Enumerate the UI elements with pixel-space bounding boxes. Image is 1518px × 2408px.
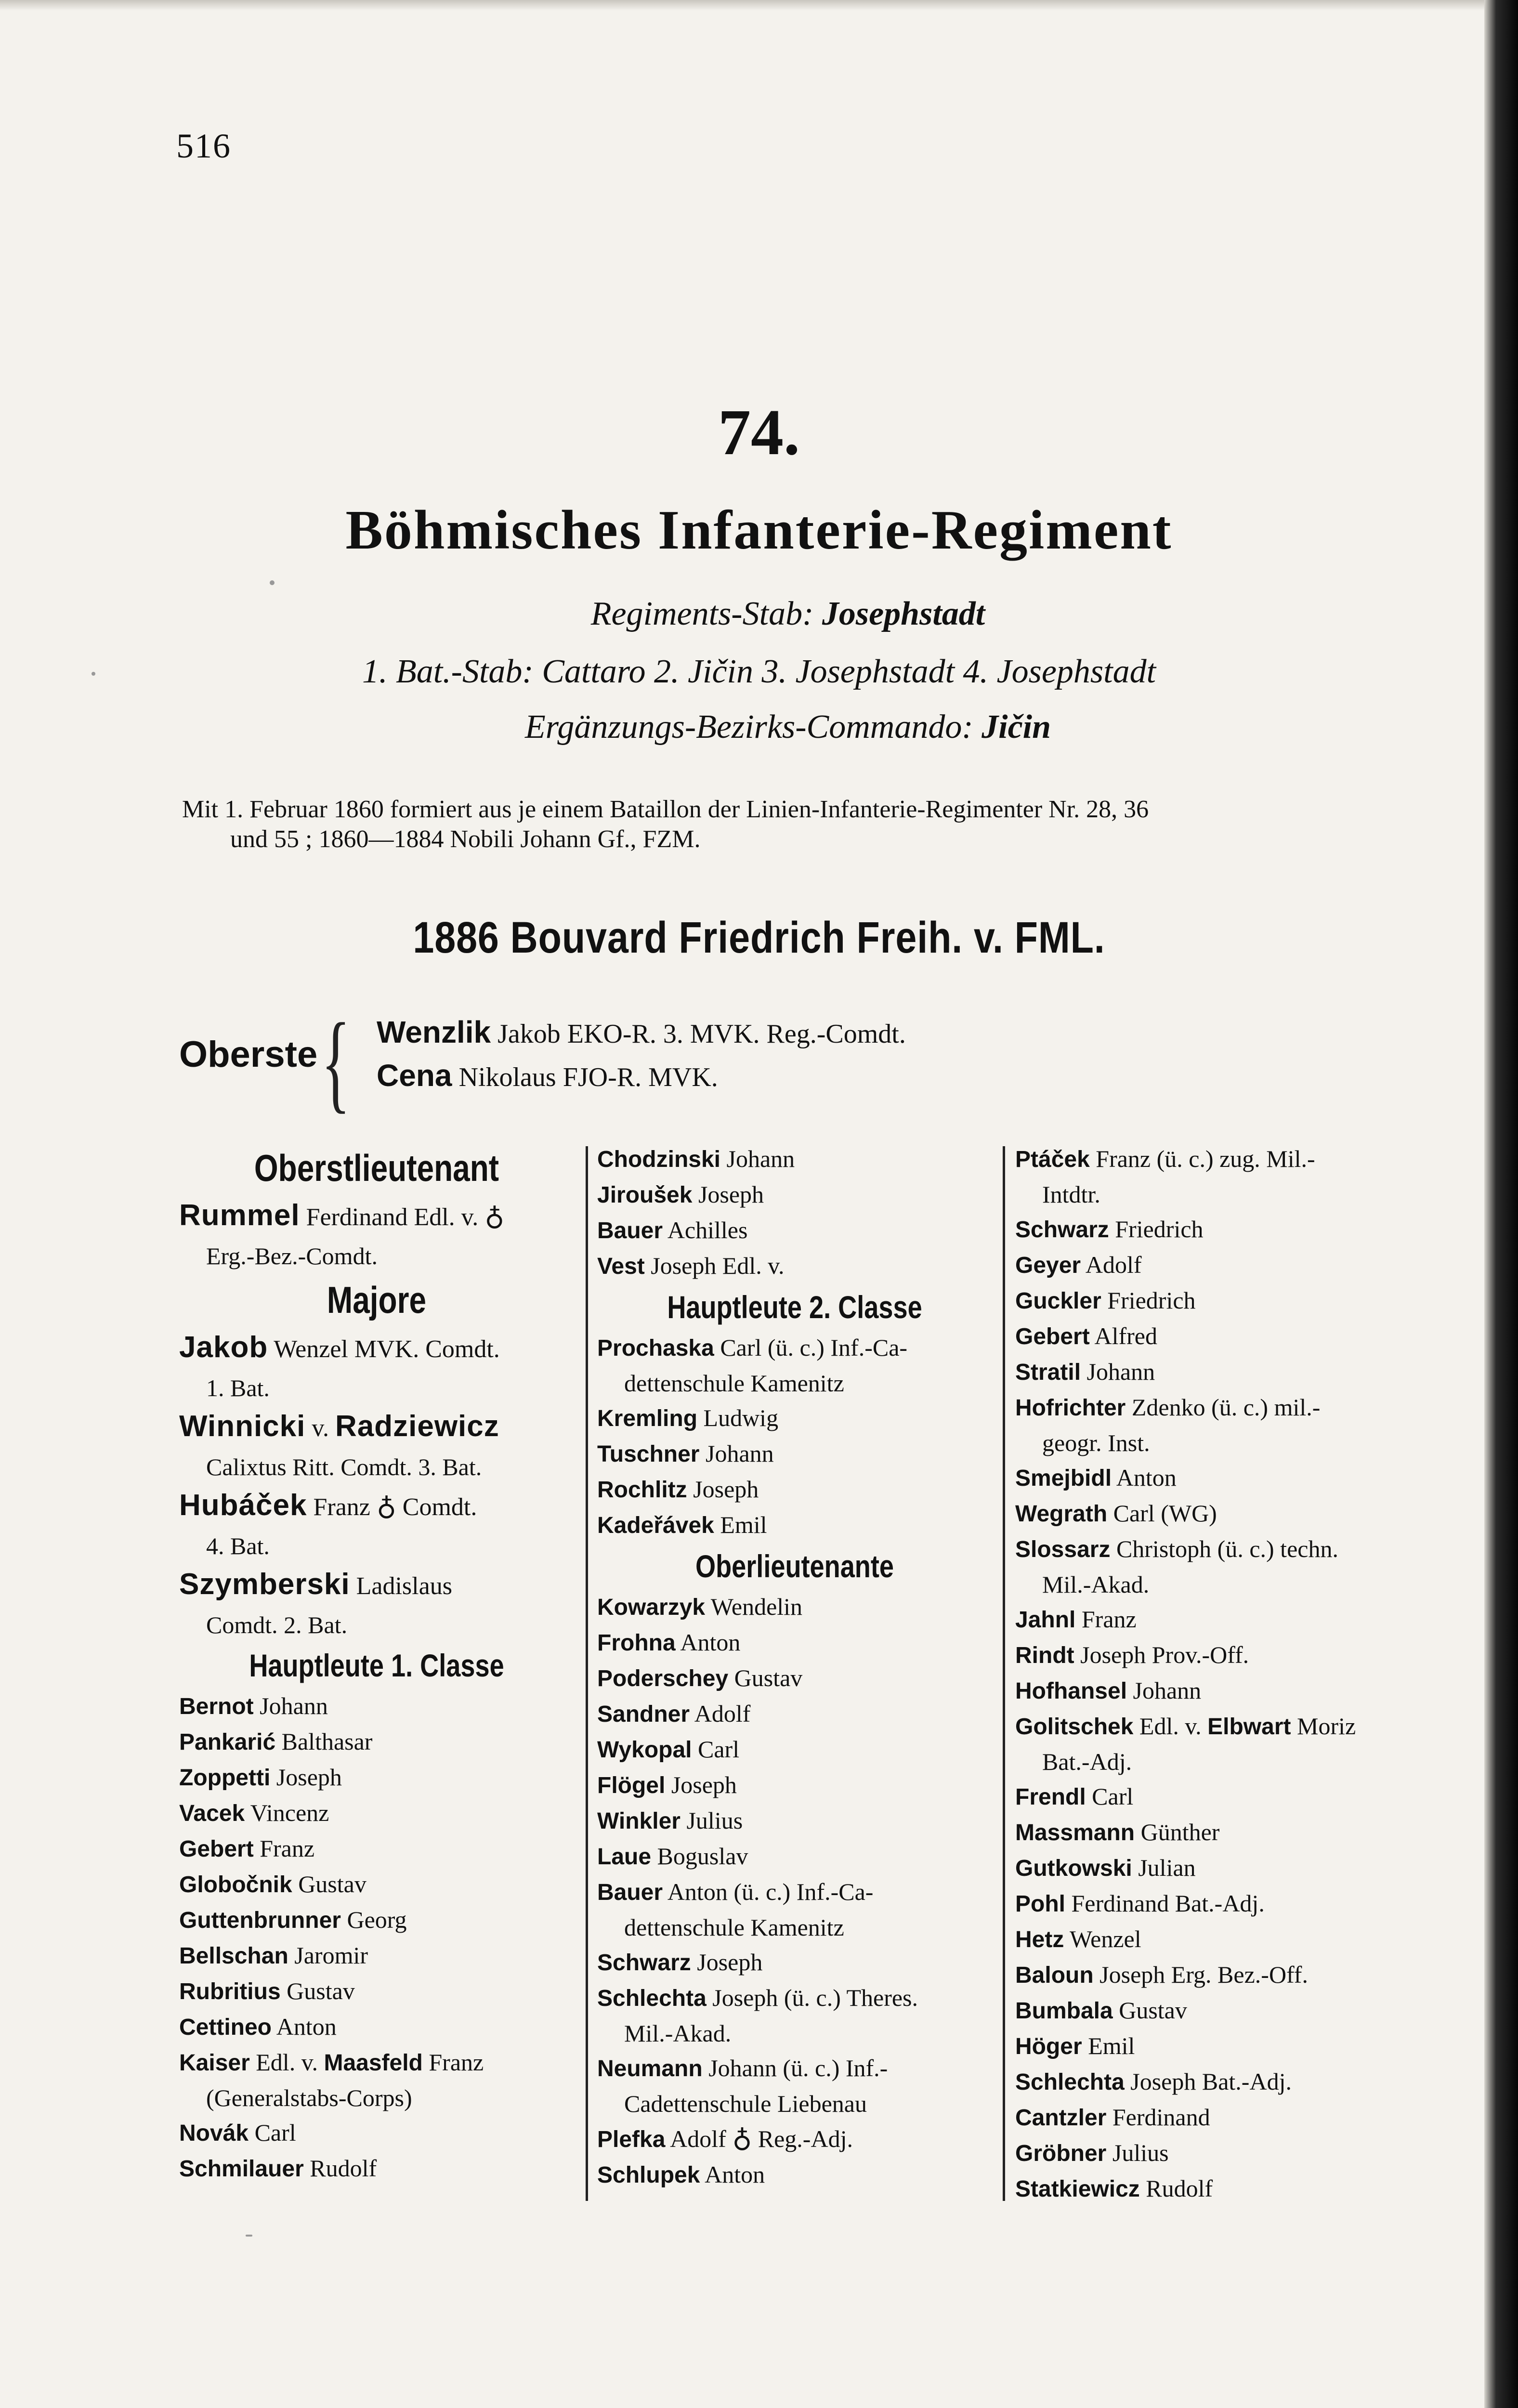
- officer-name: Kadeřávek: [597, 1513, 714, 1538]
- officer-entry: [597, 2051, 992, 2086]
- officer-details: Joseph Prov.-Off.: [1080, 1641, 1249, 1668]
- officer-name: Globočnik: [179, 1872, 292, 1898]
- officer-details: Joseph Bat.-Adj.: [1130, 2068, 1292, 2095]
- officer-details: Carl: [698, 1736, 740, 1763]
- officer-details: Joseph Edl. v.: [651, 1252, 785, 1279]
- officer-continuation: Calixtus Ritt. Comdt. 3. Bat.: [206, 1453, 482, 1480]
- officer-entry: [179, 2115, 574, 2151]
- officer-details: Anton (ü. c.) Inf.-Ca-: [667, 1878, 874, 1905]
- officer-details: Wenzel MVK. Comdt.: [274, 1335, 500, 1363]
- officer-details: Jaromir: [294, 1942, 368, 1969]
- officer-entry: [597, 1980, 992, 2016]
- officer-continuation: Cadettenschule Liebenau: [624, 2090, 867, 2117]
- officer-details: Friedrich: [1107, 1287, 1196, 1314]
- officer-name: Bauer: [597, 1218, 663, 1243]
- oberst-entry: [377, 1014, 906, 1050]
- officer-entry: [597, 1661, 992, 1696]
- officer-details: Boguslav: [657, 1843, 748, 1870]
- officer-name: Kowarzyk: [597, 1595, 706, 1620]
- officer-name: Vest: [597, 1254, 645, 1279]
- officer-details: Zdenko (ü. c.) mil.-: [1131, 1394, 1321, 1421]
- officer-name: Bauer: [597, 1880, 663, 1905]
- officer-entry: [1015, 1886, 1420, 1922]
- scan-speck: [246, 2235, 252, 2237]
- officer-details-2: Franz: [429, 2049, 484, 2076]
- officer-entry: [1015, 1779, 1420, 1815]
- officer-entry: [1015, 1141, 1420, 1177]
- officer-details: Rudolf: [310, 2155, 377, 2182]
- officer-entry: [179, 1688, 574, 1724]
- officer-name: Jahnl: [1015, 1607, 1076, 1633]
- regiments-stab-label: Regiments-Stab:: [590, 595, 814, 632]
- officer-continuation: dettenschule Kamenitz: [624, 1370, 844, 1397]
- officer-name: Frendl: [1015, 1784, 1086, 1810]
- officer-name: Golitschek: [1015, 1714, 1134, 1740]
- officer-details: Adolf: [670, 2125, 726, 2152]
- oberst-details: Jakob EKO-R. 3. MVK. Reg.-Comdt.: [497, 1019, 906, 1049]
- officer-name: Tuschner: [597, 1441, 700, 1467]
- section-heading-hauptleute-1: Hauptleute 1. Classe: [249, 1648, 504, 1683]
- officer-name: Höger: [1015, 2034, 1082, 2059]
- officer-entry: [1015, 1460, 1420, 1496]
- officer-entry: [597, 1141, 992, 1177]
- officer-entry: [597, 1696, 992, 1732]
- officer-entry: [179, 1484, 574, 1529]
- officer-name: Prochaska: [597, 1335, 714, 1361]
- officer-continuation: Erg.-Bez.-Comdt.: [206, 1243, 378, 1269]
- officer-name: Frohna: [597, 1630, 676, 1656]
- bat-stab-line: 1. Bat.-Stab: Cattaro 2. Jičin 3. Josephstadt 4. Josephstadt: [362, 653, 1156, 690]
- officer-name: Zoppetti: [179, 1765, 271, 1791]
- officer-details: Wendelin: [710, 1593, 803, 1620]
- officer-entry: [179, 1867, 574, 1902]
- officer-name: Gebert: [1015, 1324, 1090, 1349]
- officer-entry: [597, 1874, 992, 1910]
- column-divider: [586, 1146, 588, 2201]
- officer-name: Hetz: [1015, 1927, 1064, 1952]
- officer-entry: [179, 1831, 574, 1867]
- officer-name: Laue: [597, 1844, 652, 1870]
- officer-details: Vincenz: [250, 1799, 329, 1826]
- officer-entry: [597, 1472, 992, 1507]
- officer-name: Bellschan: [179, 1943, 288, 1969]
- officer-entry: [179, 2045, 574, 2081]
- officer-continuation: dettenschule Kamenitz: [624, 1914, 844, 1941]
- officer-details: Johann: [260, 1692, 328, 1719]
- officer-details: Julian: [1138, 1854, 1196, 1881]
- officer-details: Johann (ü. c.) Inf.-: [708, 2055, 888, 2081]
- officer-entry: [597, 1330, 992, 1366]
- decoration-icon: ♁: [376, 1492, 396, 1521]
- officer-entry: [1015, 1815, 1420, 1850]
- officer-name: Rochlitz: [597, 1477, 687, 1503]
- officer-details: Alfred: [1094, 1322, 1157, 1349]
- history-line-2: und 55 ; 1860—1884 Nobili Johann Gf., FZM.: [230, 825, 701, 853]
- officer-name-2: Elbwart: [1207, 1714, 1291, 1740]
- officer-details: Rudolf: [1146, 2175, 1213, 2202]
- officer-details: Ludwig: [703, 1404, 779, 1431]
- officer-details: Ferdinand: [1112, 2104, 1210, 2131]
- officer-entry: [179, 1902, 574, 1938]
- officer-entry: [1015, 1390, 1420, 1426]
- officer-name: Bernot: [179, 1694, 254, 1719]
- officer-details: Wenzel: [1069, 1925, 1141, 1952]
- officer-name: Statkiewicz: [1015, 2176, 1140, 2202]
- officer-entry: [597, 2121, 992, 2157]
- officer-name: Hubáček: [179, 1489, 307, 1522]
- ergaenzungs-line: [29, 708, 1518, 746]
- officer-name: Gröbner: [1015, 2141, 1107, 2166]
- officer-details: Carl (ü. c.) Inf.-Ca-: [720, 1334, 908, 1361]
- officer-name: Ptáček: [1015, 1147, 1090, 1172]
- officer-entry: [1015, 2100, 1420, 2135]
- regiment-inhaber: 1886 Bouvard Friedrich Freih. v. FML.: [413, 913, 1105, 962]
- officer-name: Jiroušek: [597, 1182, 693, 1208]
- officer-name: Sandner: [597, 1701, 690, 1727]
- officer-details: Ferdinand Bat.-Adj.: [1071, 1890, 1265, 1917]
- officer-details: Johann: [705, 1440, 774, 1467]
- officer-entry: [1015, 1212, 1420, 1247]
- officer-details: Emil: [720, 1511, 767, 1538]
- officer-details: Georg: [347, 1906, 407, 1933]
- officer-name: Smejbidl: [1015, 1466, 1112, 1491]
- officer-details: Gustav: [734, 1664, 803, 1691]
- ergaenzungs-label: Ergänzungs-Bezirks-Commando:: [524, 708, 973, 746]
- section-heading-oberlieutenante: Oberlieutenante: [695, 1548, 894, 1584]
- officer-details: Balthasar: [281, 1728, 373, 1755]
- officer-details: Julius: [686, 1807, 743, 1834]
- officer-name: Wegrath: [1015, 1501, 1108, 1527]
- officer-details: Johann: [1086, 1358, 1155, 1385]
- officer-details: Anton: [705, 2161, 765, 2188]
- officer-details: Gustav: [298, 1871, 366, 1898]
- officer-details: v.: [312, 1414, 329, 1442]
- officer-name: Pohl: [1015, 1891, 1065, 1917]
- officer-details: Anton: [680, 1629, 741, 1656]
- section-heading-oberstlieutenant: Oberstlieutenant: [254, 1147, 499, 1189]
- officer-entry: [597, 2157, 992, 2193]
- officer-entry: [597, 1248, 992, 1284]
- officer-continuation: Mil.-Akad.: [624, 2020, 732, 2047]
- officer-name: Gutkowski: [1015, 1856, 1132, 1881]
- page-top-edge: [0, 0, 1518, 11]
- officer-details: Franz: [313, 1493, 370, 1521]
- officer-entry: [1015, 2064, 1420, 2100]
- oberst-details: Nikolaus FJO-R. MVK.: [458, 1062, 718, 1092]
- officer-entry: [179, 1326, 574, 1371]
- oberste-label: Oberste: [179, 1034, 318, 1075]
- officer-name: Plefka: [597, 2127, 666, 2152]
- officer-details: Adolf: [1085, 1251, 1142, 1278]
- officer-details: Johann: [726, 1145, 795, 1172]
- officer-entry: [1015, 1319, 1420, 1354]
- officer-entry: [1015, 1709, 1420, 1744]
- oberst-entry: [377, 1058, 718, 1093]
- oberst-name: Wenzlik: [377, 1015, 491, 1049]
- officer-details: Edl. v.: [256, 2049, 318, 2076]
- officer-entry: [1015, 1496, 1420, 1531]
- officer-details: Ladislaus: [356, 1572, 452, 1600]
- officer-name: Schwarz: [1015, 1217, 1109, 1243]
- column-divider: [1003, 1146, 1005, 2201]
- regiment-title: Böhmisches Infanterie-Regiment: [345, 499, 1173, 561]
- officer-details: Gustav: [1119, 1997, 1187, 2024]
- officer-details: Julius: [1112, 2139, 1169, 2166]
- officer-entry: [1015, 1957, 1420, 1993]
- officer-continuation: 1. Bat.: [206, 1374, 270, 1401]
- officer-entry: [179, 2151, 574, 2186]
- officer-continuation: (Generalstabs-Corps): [206, 2084, 412, 2111]
- officer-name-2: Maasfeld: [324, 2050, 423, 2076]
- officer-details: Anton: [276, 2013, 337, 2040]
- officer-details: Christoph (ü. c.) techn.: [1116, 1535, 1338, 1562]
- officer-name: Winnicki: [179, 1410, 306, 1443]
- officer-name: Pankarić: [179, 1729, 276, 1755]
- officer-entry: [597, 1732, 992, 1767]
- officer-entry: [597, 1177, 992, 1213]
- officer-details: Carl: [254, 2119, 296, 2146]
- officer-details: Joseph: [276, 1764, 342, 1791]
- decoration-icon: ♁: [732, 2123, 752, 2153]
- officer-name: Kaiser: [179, 2050, 250, 2076]
- officer-entry: [179, 1405, 574, 1450]
- officer-details: Joseph: [693, 1476, 759, 1503]
- ergaenzungs-value: Jičin: [981, 708, 1051, 746]
- section-heading-hauptleute-2: Hauptleute 2. Classe: [667, 1289, 922, 1325]
- officer-entry: [597, 1436, 992, 1472]
- officer-entry: [1015, 1602, 1420, 1637]
- officer-name: Jakob: [179, 1331, 268, 1364]
- officer-details: Günther: [1140, 1819, 1220, 1845]
- officer-name: Baloun: [1015, 1963, 1094, 1988]
- officer-details: Franz (ü. c.) zug. Mil.-: [1096, 1145, 1315, 1172]
- officer-continuation: Comdt. 2. Bat.: [206, 1611, 348, 1638]
- officer-entry: [1015, 2028, 1420, 2064]
- page-number: 516: [176, 127, 231, 165]
- officer-details: Ferdinand Edl. v.: [306, 1204, 479, 1231]
- officer-entry: [1015, 2135, 1420, 2171]
- officer-name: Wykopal: [597, 1737, 692, 1763]
- officer-entry: [179, 2009, 574, 2045]
- column-middle: [597, 1141, 992, 2193]
- officer-name: Cantzler: [1015, 2105, 1107, 2131]
- officer-name: Hofhansel: [1015, 1678, 1127, 1704]
- officer-entry: [179, 1760, 574, 1795]
- officer-name: Massmann: [1015, 1820, 1135, 1845]
- officer-name: Bumbala: [1015, 1998, 1113, 2024]
- officer-entry: [1015, 1531, 1420, 1567]
- officer-entry: [1015, 1922, 1420, 1957]
- officer-name: Szymberski: [179, 1568, 350, 1601]
- officer-continuation: Bat.-Adj.: [1042, 1748, 1132, 1775]
- officer-name: Slossarz: [1015, 1537, 1111, 1562]
- officer-name: Rubritius: [179, 1979, 281, 2004]
- officer-name: Schlupek: [597, 2162, 700, 2188]
- officer-continuation: Mil.-Akad.: [1042, 1571, 1150, 1598]
- officer-details: Friedrich: [1115, 1216, 1204, 1243]
- officer-entry: [1015, 1354, 1420, 1390]
- curly-brace: {: [321, 1000, 351, 1123]
- officer-name: Schlechta: [1015, 2069, 1125, 2095]
- officer-details-2: Comdt.: [402, 1493, 477, 1521]
- officer-name: Schlechta: [597, 1986, 707, 2011]
- officer-entry: [179, 1795, 574, 1831]
- officer-details: Carl (WG): [1113, 1500, 1217, 1527]
- column-right: [1015, 1141, 1420, 2207]
- regiment-number: 74.: [718, 396, 800, 469]
- officer-name-2: Radziewicz: [335, 1410, 499, 1443]
- officer-continuation: geogr. Inst.: [1042, 1429, 1150, 1456]
- officer-entry: [179, 1724, 574, 1760]
- officer-details: Edl. v.: [1139, 1713, 1202, 1740]
- officer-name: Novák: [179, 2120, 249, 2146]
- officer-details: Achilles: [667, 1217, 748, 1243]
- officer-entry: [1015, 1637, 1420, 1673]
- officer-entry: [597, 1839, 992, 1874]
- officer-name: Gebert: [179, 1836, 254, 1862]
- officer-details: Gustav: [287, 1977, 355, 2004]
- officer-details: Johann: [1133, 1677, 1202, 1704]
- officer-name: Guckler: [1015, 1288, 1101, 1314]
- column-left: [179, 1141, 574, 2186]
- officer-entry: [1015, 1283, 1420, 1319]
- scan-speck: [270, 580, 275, 585]
- officer-name: Poderschey: [597, 1666, 729, 1691]
- officer-name: Stratil: [1015, 1360, 1081, 1385]
- officer-name: Cettineo: [179, 2015, 272, 2040]
- officer-entry: [597, 1625, 992, 1661]
- officer-details: Franz: [260, 1835, 315, 1862]
- officer-name: Geyer: [1015, 1253, 1081, 1278]
- page-binding-edge: [1484, 0, 1518, 2408]
- section-heading-majore: Majore: [327, 1279, 427, 1321]
- officer-name: Vacek: [179, 1801, 245, 1826]
- officer-entry: [597, 1400, 992, 1436]
- officer-name: Winkler: [597, 1808, 680, 1834]
- officer-name: Neumann: [597, 2056, 703, 2081]
- officer-details: Joseph: [671, 1771, 737, 1798]
- officer-entry: [597, 1589, 992, 1625]
- officer-continuation: 4. Bat.: [206, 1532, 270, 1559]
- officer-details: Carl: [1092, 1783, 1134, 1810]
- officer-details: Joseph (ü. c.) Theres.: [712, 1984, 918, 2011]
- regiments-stab-value: Josephstadt: [822, 595, 985, 632]
- history-line-1: Mit 1. Februar 1860 formiert aus je einem Bataillon der Linien-Infanterie-Regimenter Nr. 28, 36: [182, 796, 1149, 823]
- officer-name: Rummel: [179, 1199, 300, 1232]
- officer-entry: [1015, 2171, 1420, 2207]
- officer-details: Emil: [1088, 2032, 1135, 2059]
- officer-entry: [597, 1803, 992, 1839]
- officer-entry: [1015, 1673, 1420, 1709]
- decoration-icon: ♁: [484, 1202, 505, 1231]
- officer-details-2: Moriz: [1296, 1713, 1356, 1740]
- regiment-history: [182, 795, 1415, 854]
- officer-entry: [1015, 1850, 1420, 1886]
- officer-entry: [179, 1974, 574, 2009]
- officer-entry: [1015, 1247, 1420, 1283]
- officer-details: Adolf: [694, 1700, 751, 1727]
- officer-name: Hofrichter: [1015, 1395, 1126, 1421]
- officer-name: Chodzinski: [597, 1147, 721, 1172]
- officer-name: Schwarz: [597, 1950, 691, 1976]
- officer-name: Kremling: [597, 1406, 698, 1431]
- officer-name: Rindt: [1015, 1643, 1074, 1668]
- officer-continuation: Intdtr.: [1042, 1181, 1100, 1208]
- officer-name: Guttenbrunner: [179, 1908, 341, 1933]
- officer-entry: [1015, 1993, 1420, 2028]
- scan-speck: [92, 672, 95, 676]
- regiments-stab-line: [29, 595, 1518, 633]
- officer-details: Joseph Erg. Bez.-Off.: [1099, 1961, 1308, 1988]
- officer-details: Anton: [1116, 1464, 1177, 1491]
- officer-details: Franz: [1081, 1606, 1137, 1633]
- officer-entry: [179, 1563, 574, 1608]
- officer-details: Joseph: [698, 1181, 764, 1208]
- officer-entry: [179, 1938, 574, 1974]
- officer-name: Schmilauer: [179, 2156, 304, 2182]
- officer-entry: [597, 1507, 992, 1543]
- officer-details: Joseph: [697, 1949, 763, 1976]
- officer-entry: [597, 1213, 992, 1248]
- officer-name: Flögel: [597, 1773, 666, 1798]
- officer-entry: [179, 1194, 574, 1239]
- officer-entry: [597, 1767, 992, 1803]
- officer-entry: [597, 1945, 992, 1980]
- oberst-name: Cena: [377, 1058, 452, 1093]
- officer-details-2: Reg.-Adj.: [758, 2125, 853, 2152]
